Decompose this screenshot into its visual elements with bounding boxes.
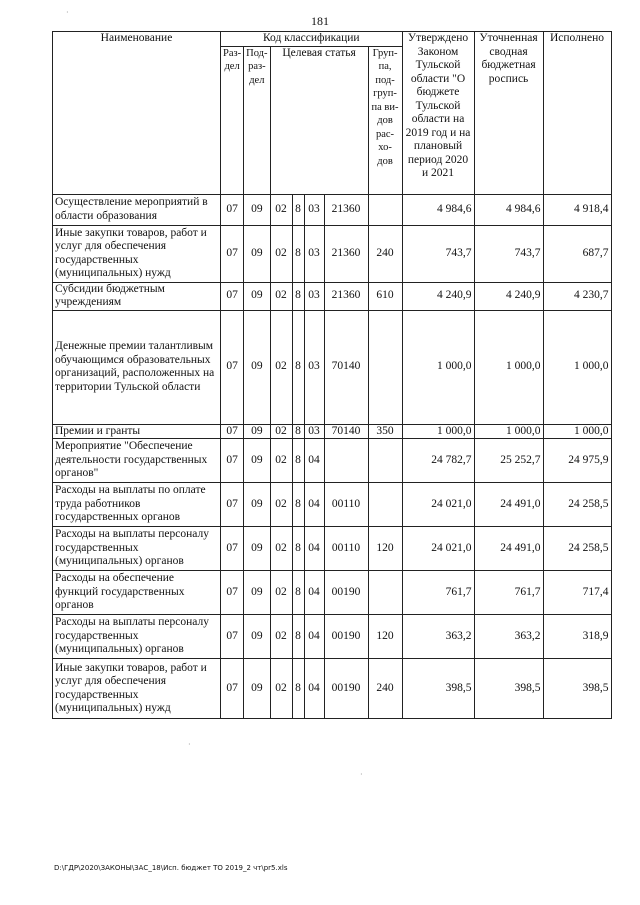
header-code: Код классификации [221,32,403,47]
row-program: 02 [270,659,292,719]
row-direction: 21360 [324,225,368,282]
row-event: 04 [304,439,324,483]
table-row [53,310,612,424]
row-program: 02 [270,225,292,282]
row-approved: 1 000,0 [402,424,474,439]
row-event: 03 [304,194,324,225]
row-expense-group: 120 [368,527,402,571]
row-subsection: 09 [244,483,270,527]
row-executed: 318,9 [543,615,611,659]
row-subprogram: 8 [292,310,304,424]
row-refined: 398,5 [474,659,543,719]
row-expense-group: 240 [368,659,402,719]
table-row [53,615,612,659]
row-section: 07 [221,615,244,659]
row-program: 02 [270,615,292,659]
row-section: 07 [221,310,244,424]
footer-file-path: D:\ГДР\2020\ЗАКОНЫ\ЗАС_18\Исп. бюджет ТО 2019_2 чт\pr5.xls [54,864,288,872]
row-subprogram: 8 [292,659,304,719]
row-name: Расходы на обеспечение функций государственных органов [53,571,221,615]
row-name: Расходы на выплаты по оплате труда работников государственных органов [53,483,221,527]
row-expense-group [368,439,402,483]
row-subsection: 09 [244,439,270,483]
row-subprogram: 8 [292,282,304,310]
row-refined: 761,7 [474,571,543,615]
row-event: 03 [304,424,324,439]
row-subsection: 09 [244,194,270,225]
row-refined: 4 240,9 [474,282,543,310]
row-approved: 4 984,6 [402,194,474,225]
row-subprogram: 8 [292,527,304,571]
row-subsection: 09 [244,571,270,615]
row-program: 02 [270,527,292,571]
row-refined: 1 000,0 [474,424,543,439]
row-section: 07 [221,282,244,310]
row-section: 07 [221,527,244,571]
table-row [53,659,612,719]
row-name: Иные закупки товаров, работ и услуг для обеспечения государственных (муниципальных) нужд [53,659,221,719]
row-approved: 24 021,0 [402,527,474,571]
row-executed: 4 918,4 [543,194,611,225]
row-refined: 1 000,0 [474,310,543,424]
header-subsection: Под-раз-дел [244,46,270,194]
row-approved: 1 000,0 [402,310,474,424]
row-subprogram: 8 [292,194,304,225]
row-executed: 398,5 [543,659,611,719]
row-subprogram: 8 [292,571,304,615]
row-program: 02 [270,424,292,439]
row-direction: 70140 [324,424,368,439]
row-subsection: 09 [244,282,270,310]
row-executed: 24 975,9 [543,439,611,483]
row-program: 02 [270,310,292,424]
header-approved: Утверждено Законом Тульской области "О бюджете Тульской области на 2019 год и на плановый период 2020 и 2021 [402,32,474,195]
row-name: Премии и гранты [53,424,221,439]
row-subprogram: 8 [292,424,304,439]
row-event: 04 [304,615,324,659]
row-executed: 1 000,0 [543,310,611,424]
row-event: 04 [304,571,324,615]
row-refined: 24 491,0 [474,483,543,527]
row-refined: 363,2 [474,615,543,659]
header-section: Раз-дел [221,46,244,194]
row-subsection: 09 [244,424,270,439]
row-expense-group [368,194,402,225]
row-program: 02 [270,282,292,310]
row-expense-group: 610 [368,282,402,310]
row-refined: 743,7 [474,225,543,282]
row-section: 07 [221,424,244,439]
row-approved: 4 240,9 [402,282,474,310]
row-event: 03 [304,225,324,282]
row-program: 02 [270,571,292,615]
row-event: 04 [304,483,324,527]
table-row [53,527,612,571]
row-expense-group: 350 [368,424,402,439]
table-row [53,424,612,439]
row-direction: 70140 [324,310,368,424]
row-executed: 24 258,5 [543,483,611,527]
row-direction: 21360 [324,282,368,310]
row-direction: 00190 [324,571,368,615]
row-expense-group [368,483,402,527]
row-direction: 00110 [324,483,368,527]
row-subprogram: 8 [292,439,304,483]
row-direction: 00110 [324,527,368,571]
header-target-article: Целевая статья [270,46,368,194]
row-subsection: 09 [244,310,270,424]
row-approved: 24 021,0 [402,483,474,527]
table-row [53,571,612,615]
row-section: 07 [221,659,244,719]
row-subprogram: 8 [292,225,304,282]
row-expense-group [368,310,402,424]
row-direction: 00190 [324,659,368,719]
row-refined: 24 491,0 [474,527,543,571]
table-row [53,282,612,310]
row-subsection: 09 [244,225,270,282]
row-approved: 743,7 [402,225,474,282]
row-approved: 761,7 [402,571,474,615]
row-executed: 687,7 [543,225,611,282]
row-subsection: 09 [244,659,270,719]
row-section: 07 [221,483,244,527]
row-name: Расходы на выплаты персоналу государственных (муниципальных) органов [53,615,221,659]
row-name: Субсидии бюджетным учреждениям [53,282,221,310]
row-name: Расходы на выплаты персоналу государственных (муниципальных) органов [53,527,221,571]
row-refined: 4 984,6 [474,194,543,225]
row-approved: 24 782,7 [402,439,474,483]
row-name: Осуществление мероприятий в области образования [53,194,221,225]
row-section: 07 [221,225,244,282]
row-subsection: 09 [244,527,270,571]
row-refined: 25 252,7 [474,439,543,483]
row-approved: 363,2 [402,615,474,659]
row-section: 07 [221,439,244,483]
table-row [53,194,612,225]
row-program: 02 [270,483,292,527]
row-subprogram: 8 [292,615,304,659]
header-refined: Уточненная сводная бюджетная роспись [474,32,543,195]
row-event: 03 [304,310,324,424]
budget-table [52,31,612,719]
row-executed: 24 258,5 [543,527,611,571]
row-direction [324,439,368,483]
page-number: 181 [311,14,329,28]
row-executed: 1 000,0 [543,424,611,439]
row-event: 03 [304,282,324,310]
row-direction: 21360 [324,194,368,225]
row-program: 02 [270,439,292,483]
row-name: Иные закупки товаров, работ и услуг для обеспечения государственных (муниципальных) нужд [53,225,221,282]
header-name: Наименование [53,32,221,195]
row-executed: 4 230,7 [543,282,611,310]
row-event: 04 [304,659,324,719]
row-direction: 00190 [324,615,368,659]
row-name: Мероприятие "Обеспечение деятельности государственных органов" [53,439,221,483]
row-section: 07 [221,194,244,225]
row-approved: 398,5 [402,659,474,719]
row-expense-group: 120 [368,615,402,659]
row-section: 07 [221,571,244,615]
table-row [53,439,612,483]
table-row [53,483,612,527]
row-event: 04 [304,527,324,571]
row-subprogram: 8 [292,483,304,527]
header-executed: Исполнено [543,32,611,195]
row-name: Денежные премии талантливым обучающимся образовательных организаций, расположенных на территории Тульской области [53,310,221,424]
row-expense-group: 240 [368,225,402,282]
row-executed: 717,4 [543,571,611,615]
header-expense-group: Груп-па, под-груп-па ви-дов рас-хо-дов [368,46,402,194]
row-subsection: 09 [244,615,270,659]
row-expense-group [368,571,402,615]
table-row [53,225,612,282]
row-program: 02 [270,194,292,225]
